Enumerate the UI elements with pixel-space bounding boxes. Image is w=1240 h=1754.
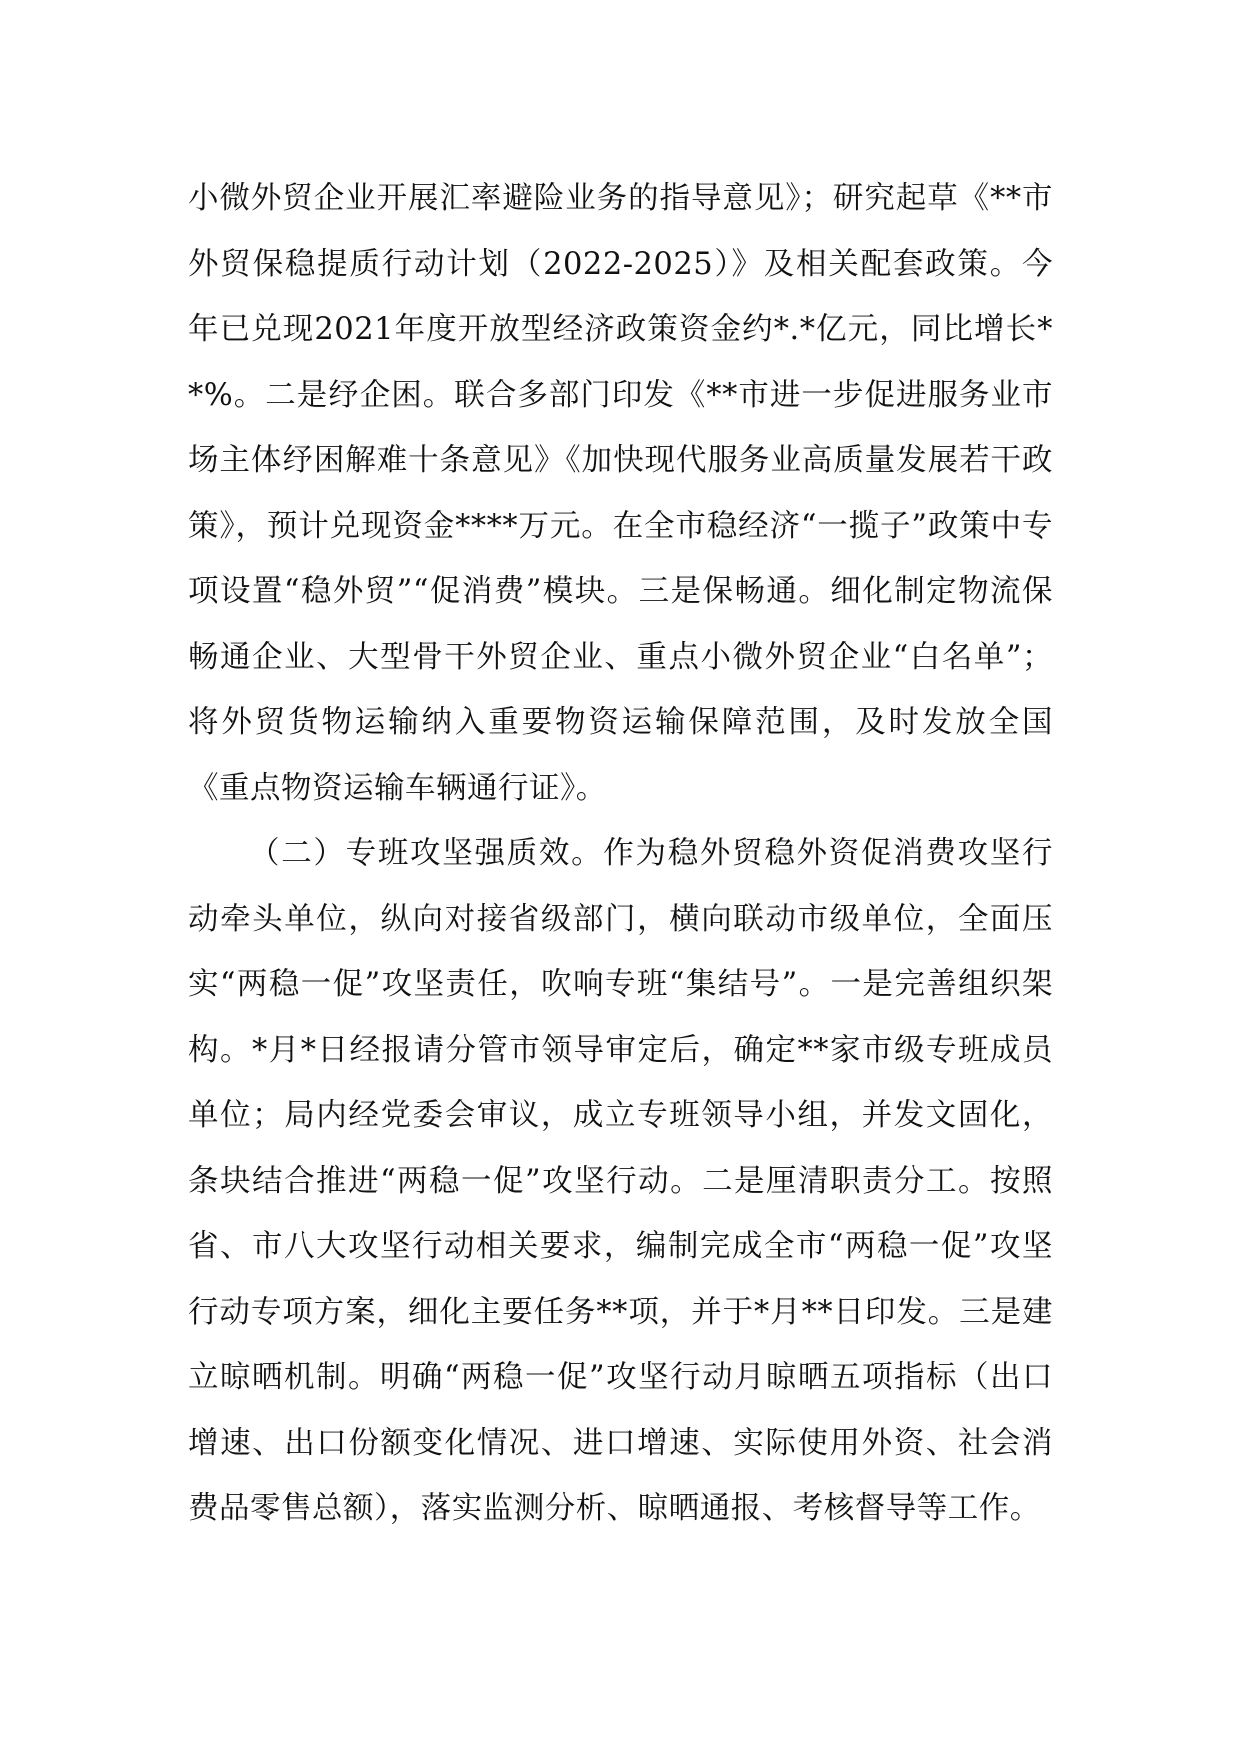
paragraph-section-two: （二）专班攻坚强质效。作为稳外贸稳外资促消费攻坚行动牵头单位，纵向对接省级部门，横向联动市级单位，全面压实“两稳一促”攻坚责任，吹响专班“集结号”。一是完善组织架构。*月*日经报请分管市领导审定后，确定**家市级专班成员单位；局内经党委会审议，成立专班领导小组，并发文固化，条块结合推进“两稳一促”攻坚行动。二是厘清职责分工。按照省、市八大攻坚行动相关要求，编制完成全市“两稳一促”攻坚行动专项方案，细化主要任务**项，并于*月**日印发。三是建立晾晒机制。明确“两稳一促”攻坚行动月晾晒五项指标（出口增速、出口份额变化情况、进口增速、实际使用外资、社会消费品零售总额），落实监测分析、晾晒通报、考核督导等工作。 (188, 836, 1053, 1526)
paragraph-continuation: 小微外贸企业开展汇率避险业务的指导意见》；研究起草《**市外贸保稳提质行动计划（2022-2025）》及相关配套政策。今年已兑现2021年度开放型经济政策资金约*.*亿元，同比增长**%。二是纾企困。联合多部门印发《**市进一步促进服务业市场主体纾困解难十条意见》《加快现代服务业高质量发展若干政策》，预计兑现资金****万元。在全市稳经济“一揽子”政策中专项设置“稳外贸”“促消费”模块。三是保畅通。细化制定物流保畅通企业、大型骨干外贸企业、重点小微外贸企业“白名单”；将外贸货物运输纳入重要物资运输保障范围，及时发放全国《重点物资运输车辆通行证》。 (188, 181, 1053, 806)
document-body (188, 166, 1053, 1542)
